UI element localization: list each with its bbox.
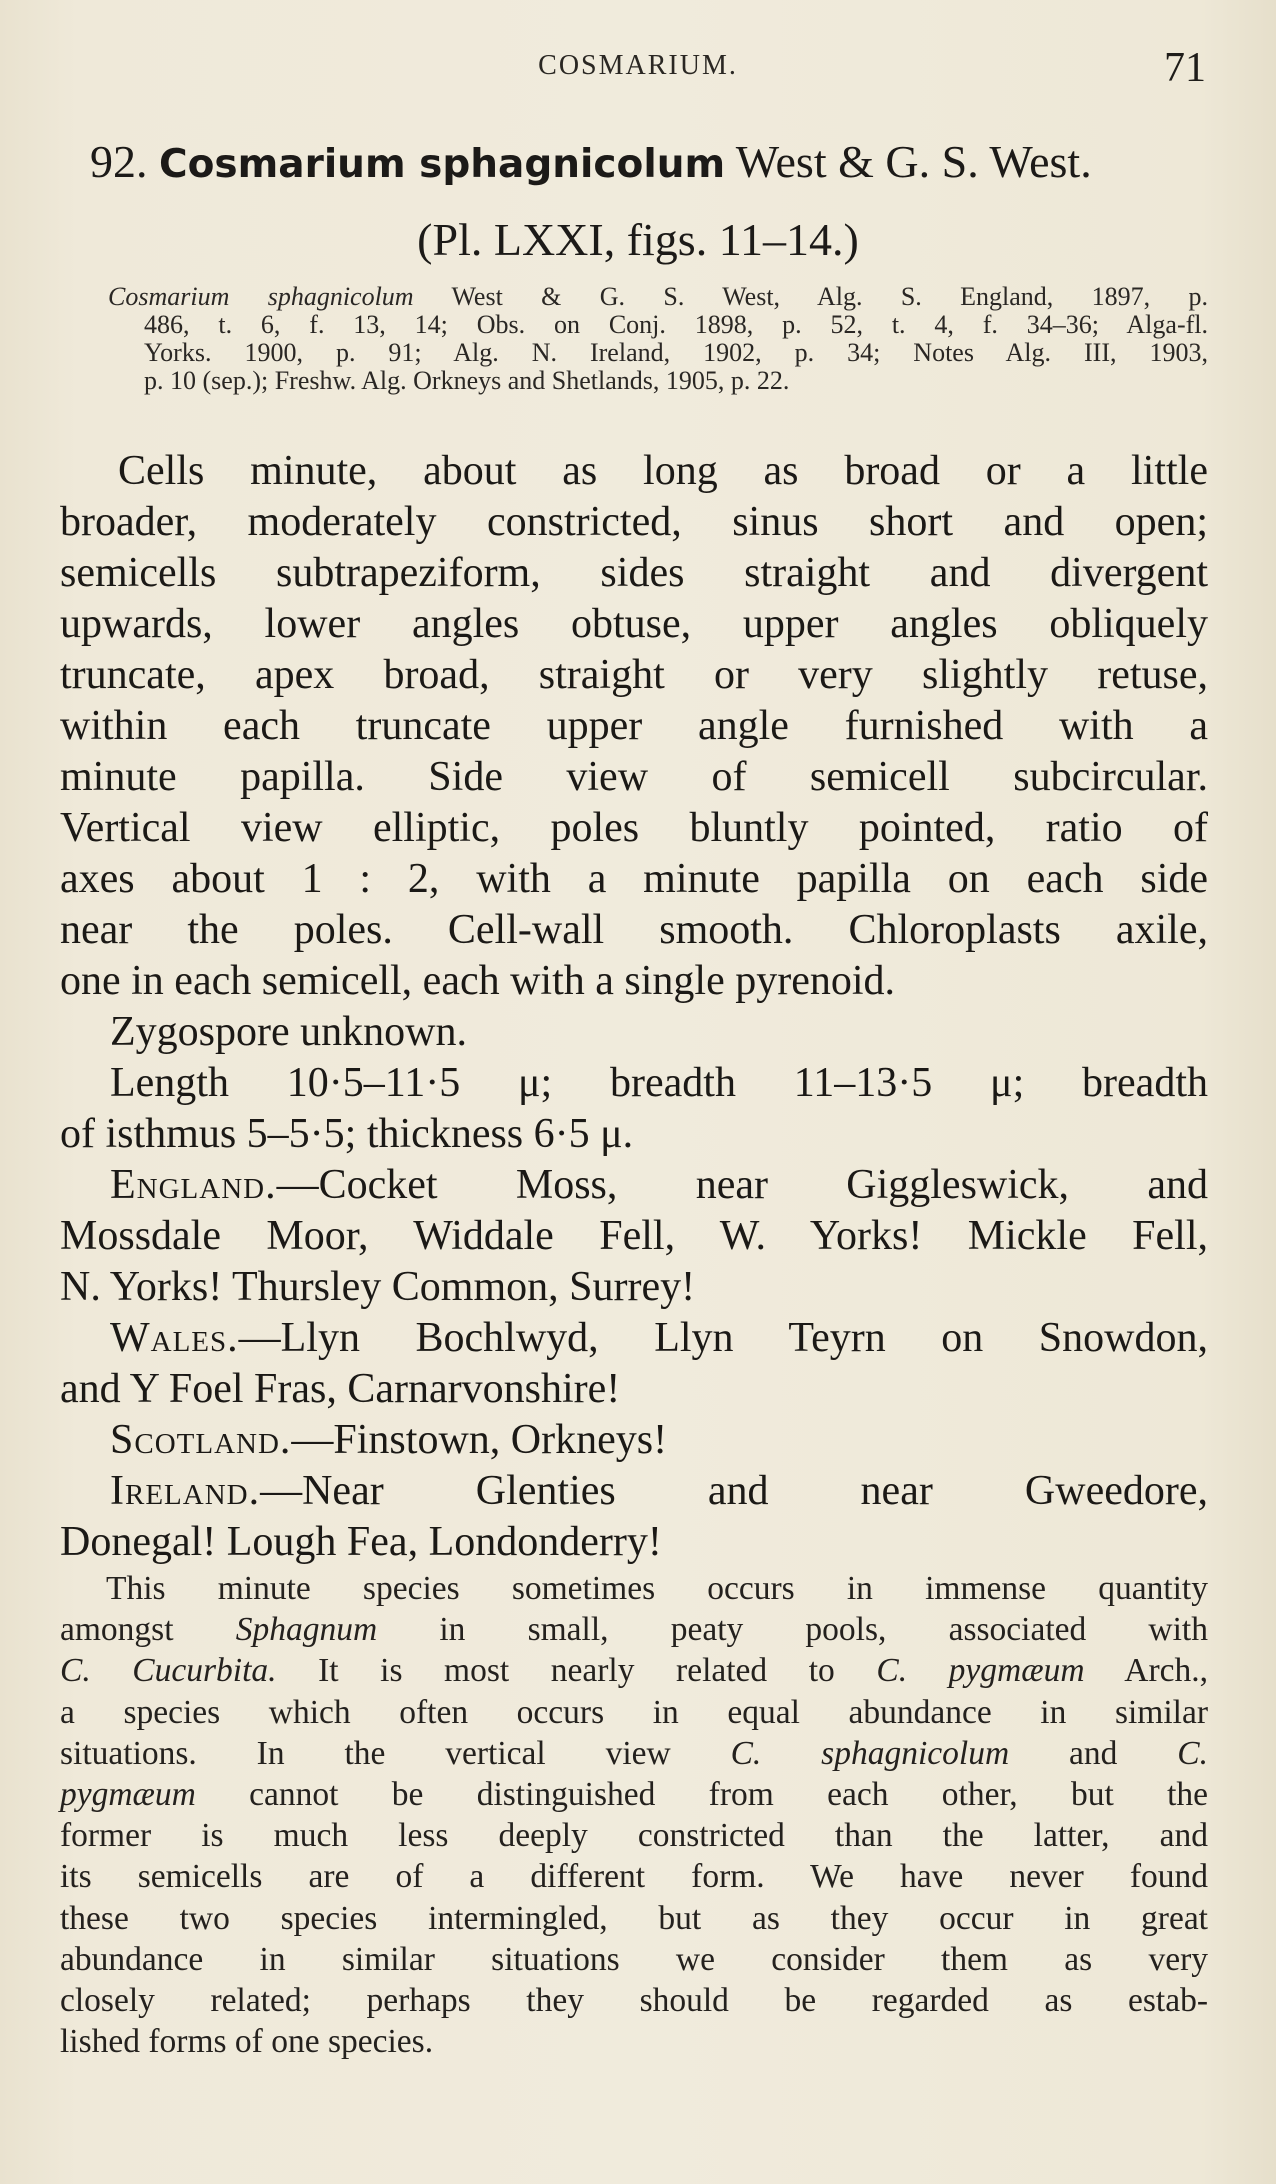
description-line: truncate, apex broad, straight or very slightly retuse, bbox=[60, 652, 1208, 698]
synonymy-block bbox=[108, 283, 1208, 395]
synonymy-line bbox=[108, 283, 1208, 311]
description-line: minute papilla. Side view of semicell subcircular. bbox=[60, 754, 1208, 800]
locality-line: N. Yorks! Thursley Common, Surrey! bbox=[60, 1264, 696, 1310]
description-line: semicells subtrapeziform, sides straight and divergent bbox=[60, 550, 1208, 596]
species-authority: West & G. S. West. bbox=[735, 136, 1092, 187]
description-line: Cells minute, about as long as broad or a little bbox=[118, 448, 1208, 494]
synonymy-text: West & G. S. West, Alg. S. England, 1897, p. bbox=[413, 282, 1208, 311]
dimensions-line: of isthmus 5–5·5; thickness 6·5 μ. bbox=[60, 1111, 634, 1157]
description-line: one in each semicell, each with a single pyrenoid. bbox=[60, 958, 896, 1004]
note-text: cannot be distinguished from each other, but the bbox=[195, 1775, 1208, 1813]
running-head bbox=[0, 45, 1276, 100]
note-text: and bbox=[1009, 1734, 1178, 1772]
synonymy-taxon: Cosmarium sphagnicolum bbox=[108, 282, 414, 311]
note-taxon: C. bbox=[1177, 1734, 1208, 1772]
locality-england-line bbox=[60, 1160, 1208, 1211]
description-line: axes about 1 : 2, with a minute papilla on each side bbox=[60, 856, 1208, 902]
note-text: in small, peaty pools, associated with bbox=[377, 1611, 1208, 1649]
description-block bbox=[60, 446, 1208, 1568]
description-line: near the poles. Cell-wall smooth. Chloroplasts axile, bbox=[60, 907, 1208, 953]
species-name: Cosmarium sphagnicolum bbox=[159, 142, 726, 187]
page-number: 71 bbox=[1164, 45, 1206, 91]
synonymy-line: Yorks. 1900, p. 91; Alg. N. Ireland, 1902, p. 34; Notes Alg. III, 1903, bbox=[144, 338, 1208, 367]
note-line bbox=[60, 1774, 1208, 1815]
description-line: upwards, lower angles obtuse, upper angles obliquely bbox=[60, 601, 1208, 647]
running-head-title: COSMARIUM. bbox=[538, 50, 738, 81]
synonymy-line: p. 10 (sep.); Freshw. Alg. Orkneys and Shetlands, 1905, p. 22. bbox=[144, 366, 790, 395]
note-line: a species which often occurs in equal abundance in similar bbox=[60, 1693, 1208, 1731]
locality-text: —Finstown, Orkneys! bbox=[291, 1417, 668, 1463]
zygospore-line: Zygospore unknown. bbox=[110, 1009, 467, 1055]
note-line: its semicells are of a different form. We have never found bbox=[60, 1858, 1208, 1896]
note-line: abundance in similar situations we consider them as very bbox=[60, 1940, 1208, 1978]
locality-text: —Cocket Moss, near Giggleswick, and bbox=[276, 1162, 1208, 1208]
note-taxon: pygmæum bbox=[60, 1775, 196, 1813]
species-number: 92. bbox=[90, 136, 148, 187]
locality-wales-line bbox=[60, 1313, 1208, 1364]
note-text: situations. In the vertical view bbox=[60, 1734, 731, 1772]
note-line bbox=[60, 1650, 1208, 1691]
note-line: This minute species sometimes occurs in immense quantity bbox=[106, 1570, 1208, 1607]
dimensions-line: Length 10·5–11·5 μ; breadth 11–13·5 μ; breadth bbox=[110, 1060, 1208, 1106]
note-text: It is most nearly related to bbox=[276, 1652, 877, 1690]
note-line: closely related; perhaps they should be regarded as estab- bbox=[60, 1981, 1208, 2019]
note-taxon: C. sphagnicolum bbox=[730, 1734, 1010, 1772]
note-text: Arch., bbox=[1084, 1652, 1208, 1690]
locality-text: —Llyn Bochlwyd, Llyn Teyrn on Snowdon, bbox=[238, 1315, 1208, 1361]
locality-text: —Near Glenties and near Gweedore, bbox=[260, 1468, 1208, 1514]
note-text: amongst bbox=[60, 1611, 236, 1649]
note-taxon: C. pygmæum bbox=[876, 1652, 1085, 1690]
note-taxon: C. Cucurbita. bbox=[60, 1652, 277, 1690]
locality-england-label: England. bbox=[110, 1162, 277, 1208]
locality-line: and Y Foel Fras, Carnarvonshire! bbox=[60, 1366, 621, 1412]
note-block bbox=[60, 1568, 1208, 2062]
locality-ireland-line bbox=[60, 1466, 1208, 1517]
locality-wales-label: Wales. bbox=[110, 1315, 239, 1361]
description-line: broader, moderately constricted, sinus short and open; bbox=[60, 499, 1208, 545]
locality-line: Mossdale Moor, Widdale Fell, W. Yorks! Mickle Fell, bbox=[60, 1213, 1208, 1259]
locality-scotland-line bbox=[60, 1415, 1208, 1466]
note-line bbox=[60, 1733, 1208, 1774]
note-line: former is much less deeply constricted than the latter, and bbox=[60, 1817, 1208, 1855]
species-heading bbox=[90, 132, 1210, 195]
plate-reference: (Pl. LXXI, figs. 11–14.) bbox=[417, 214, 859, 265]
description-line: Vertical view elliptic, poles bluntly pointed, ratio of bbox=[60, 805, 1208, 851]
note-taxon: Sphagnum bbox=[235, 1611, 378, 1649]
description-line: within each truncate upper angle furnished with a bbox=[60, 703, 1208, 749]
note-line: lished forms of one species. bbox=[60, 2023, 434, 2061]
locality-line: Donegal! Lough Fea, Londonderry! bbox=[60, 1519, 662, 1565]
locality-scotland-label: Scotland. bbox=[110, 1417, 292, 1463]
note-line: these two species intermingled, but as they occur in great bbox=[60, 1899, 1208, 1937]
synonymy-line: 486, t. 6, f. 13, 14; Obs. on Conj. 1898, p. 52, t. 4, f. 34–36; Alga-fl. bbox=[144, 310, 1208, 339]
locality-ireland-label: Ireland. bbox=[110, 1468, 261, 1514]
note-line bbox=[60, 1609, 1208, 1650]
